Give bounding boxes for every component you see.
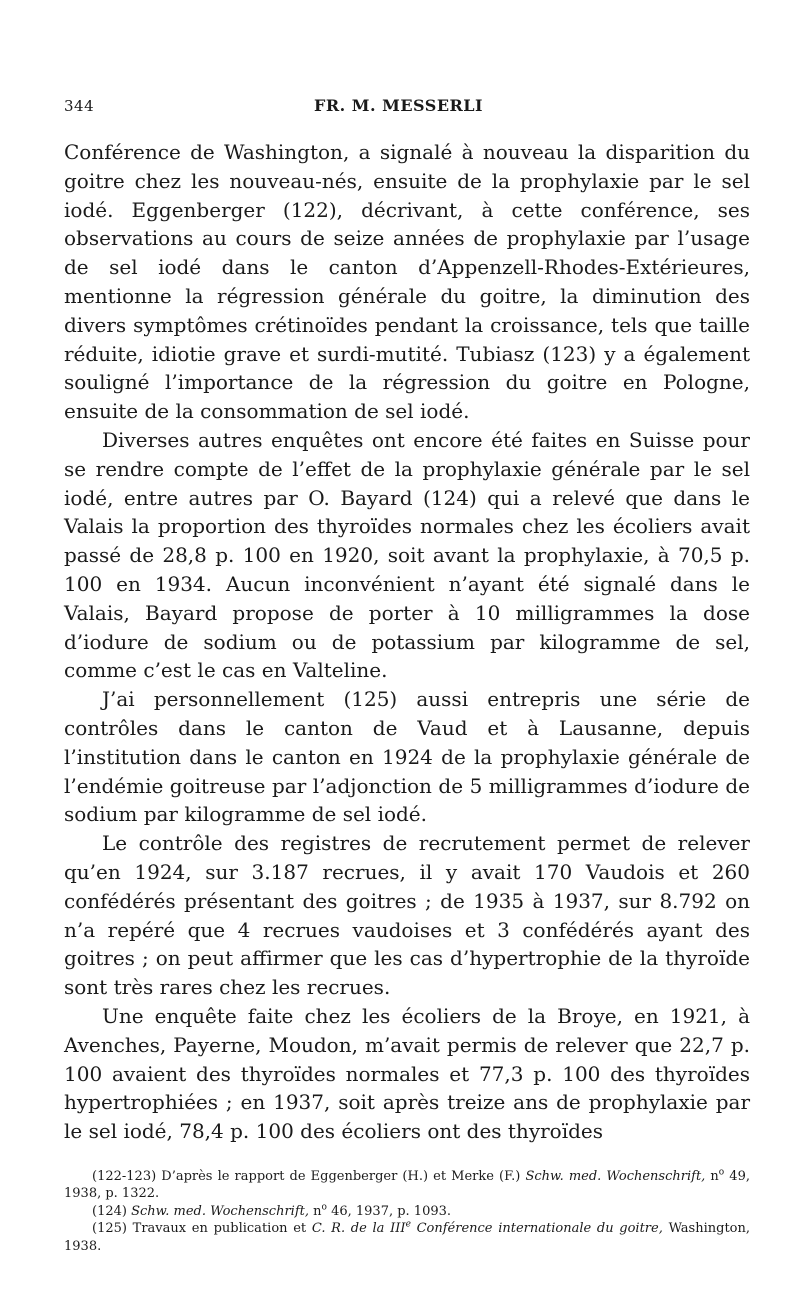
running-title: FR. M. MESSERLI bbox=[314, 96, 484, 115]
conference-title: Conférence internationale du goitre, bbox=[410, 1221, 663, 1237]
superscript: e bbox=[405, 1219, 411, 1230]
footnote-text: Washington, 1938. bbox=[64, 1221, 750, 1254]
footnote-text: 49, 1938, p. 1322. bbox=[64, 1168, 750, 1202]
page-number: 344 bbox=[64, 97, 95, 115]
paragraph-2: Diverses autres enquêtes ont encore été faites en Suisse pour se rendre compte de l’effet de la prophylaxie générale par le sel iodé, entre autres par O. Bayard (124) qui a relevé que dans le Valais la proportion des thyroïdes normales chez les écoliers avait passé de 28,8 p. 100 en 1920, soit avant la prophylaxie, à 70,5 p. 100 en 1934. Aucun inconvénient n’ayant été signalé dans le Valais, Bayard propose de porter à 10 milligrammes la dose d’iodure de sodium ou de potassium par kilogramme de sel, comme c’est le cas en Valteline. bbox=[64, 427, 750, 683]
superscript: o bbox=[321, 1202, 327, 1213]
footnote-text: n bbox=[705, 1168, 719, 1184]
running-head bbox=[64, 96, 750, 124]
journal-title: Schw. med. Wochenschrift, bbox=[525, 1168, 706, 1184]
footnote-text: n bbox=[309, 1203, 322, 1219]
footnote-125 bbox=[64, 1220, 750, 1255]
paragraph-4: Le contrôle des registres de recrutement permet de relever qu’en 1924, sur 3.187 recrues, il y avait 170 Vaudois et 260 confédérés présentant des goitres ; de 1935 à 1937, sur 8.792 on n’a repéré que 4 recrues vaudoises et 3 confédérés ayant des goitres ; on peut affirmer que les cas d’hypertrophie de la thyroïde sont très rares chez les recrues. bbox=[64, 831, 750, 1000]
footnote-text: (124) bbox=[92, 1203, 132, 1219]
paragraph-5: Une enquête faite chez les écoliers de la Broye, en 1921, à Avenches, Payerne, Moudon, m’avait permis de relever que 22,7 p. 100 avaient des thyroïdes normales et 77,3 p. 100 des thyroïdes hypertrophiées ; en 1937, soit après treize ans de prophylaxie par le sel iodé, 78,4 p. 100 des écoliers ont des thyroïdes bbox=[64, 1003, 750, 1144]
journal-title: Schw. med. Wochenschrift, bbox=[131, 1203, 309, 1219]
book-page bbox=[64, 96, 750, 1255]
superscript: o bbox=[718, 1167, 725, 1178]
footnotes bbox=[64, 1168, 750, 1255]
paragraph-3: J’ai personnellement (125) aussi entrepris une série de contrôles dans le canton de Vaud et à Lausanne, depuis l’institution dans le canton en 1924 de la prophylaxie générale de l’endémie goitreuse par l’adjonction de 5 milligrammes d’iodure de sodium par kilogramme de sel iodé. bbox=[64, 687, 750, 827]
conference-title: C. R. de la III bbox=[311, 1221, 406, 1237]
paragraph-1: Conférence de Washington, a signalé à nouveau la disparition du goitre chez les nouveau-nés, ensuite de la prophylaxie par le sel iodé. Eggenberger (122), décrivant, à cette conférence, ses observations au cours de seize années de prophylaxie par l’usage de sel iodé dans le canton d’Appenzell-Rhodes-Extérieures, mentionne la régression générale du goitre, la diminution des divers symptômes crétinoïdes pendant la croissance, tels que taille réduite, idiotie grave et surdi-mutité. Tubiasz (123) y a également souligné l’importance de la régression du goitre en Pologne, ensuite de la consommation de sel iodé. bbox=[64, 140, 750, 424]
footnote-text: 46, 1937, p. 1093. bbox=[326, 1203, 452, 1219]
footnote-122-123 bbox=[64, 1168, 750, 1203]
footnote-124 bbox=[64, 1203, 750, 1220]
footnote-text: (122-123) D’après le rapport de Eggenberger (H.) et Merke (F.) bbox=[92, 1168, 526, 1184]
footnote-text: (125) Travaux en publication et bbox=[92, 1221, 312, 1237]
body-text bbox=[64, 138, 750, 1146]
